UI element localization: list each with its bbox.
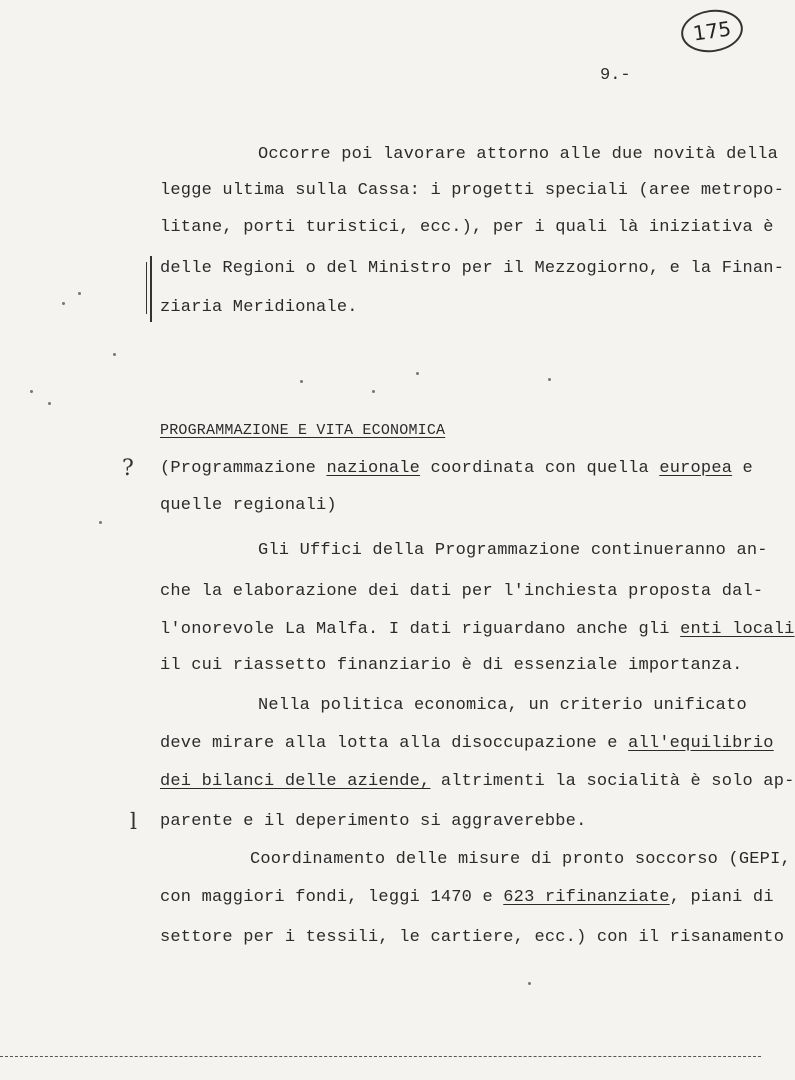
para2-line4: il cui riassetto finanziario è di essenziale importanza.: [160, 656, 743, 675]
margin-bar-left-inner: [146, 262, 147, 314]
para3-line2: [160, 734, 774, 753]
para1-line2: legge ultima sulla Cassa: i progetti speciali (aree metropo-: [160, 181, 785, 200]
para4-line3: settore per i tessili, le cartiere, ecc.) con il risanamento: [160, 928, 785, 947]
margin-bar-left: [150, 256, 152, 322]
stamp-number: 175: [691, 16, 733, 46]
para1-line5: ziaria Meridionale.: [160, 298, 358, 317]
para3-line3-text: altrimenti la socialità è solo ap-: [430, 772, 795, 791]
speck: [416, 372, 419, 375]
para2-enti-locali: enti locali: [680, 620, 795, 639]
subtitle-europea: europea: [659, 459, 733, 478]
section-title: PROGRAMMAZIONE E VITA ECONOMICA: [160, 422, 446, 439]
margin-bracket-mark: l: [130, 810, 138, 835]
subtitle-open: (Programmazione: [160, 459, 327, 478]
speck: [99, 521, 102, 524]
para3-line3: [160, 772, 795, 791]
para4-line2-text: con maggiori fondi, leggi 1470 e: [160, 888, 504, 907]
para1-line4: delle Regioni o del Ministro per il Mezzogiorno, e la Finan-: [160, 259, 785, 278]
speck: [30, 390, 33, 393]
speck: [48, 402, 51, 405]
para3-line2-text: deve mirare alla lotta alla disoccupazione e: [160, 734, 629, 753]
section-subtitle-line2: quelle regionali): [160, 496, 337, 515]
bottom-edge-rule: [0, 1056, 761, 1057]
para3-bilanci: dei bilanci delle aziende,: [160, 772, 431, 791]
para2-line3: [160, 620, 795, 639]
speck: [300, 380, 303, 383]
para1-line1: Occorre poi lavorare attorno alle due novità della: [258, 145, 779, 164]
para4-623-rifinanziate: 623 rifinanziate: [503, 888, 670, 907]
para3-line1: Nella politica economica, un criterio unificato: [258, 696, 747, 715]
speck: [548, 378, 551, 381]
para3-equilibrio: all'equilibrio: [628, 734, 774, 753]
para4-line2-end: , piani di: [669, 888, 774, 907]
page-number: 9.-: [600, 66, 631, 85]
para4-line1: Coordinamento delle misure di pronto soccorso (GEPI,: [250, 850, 791, 869]
para2-line1: Gli Uffici della Programmazione continueranno an-: [258, 541, 768, 560]
speck: [372, 390, 375, 393]
archive-stamp: [678, 6, 745, 56]
para2-line2: che la elaborazione dei dati per l'inchiesta proposta dal-: [160, 582, 764, 601]
speck: [113, 353, 116, 356]
section-subtitle: [160, 459, 753, 478]
speck: [62, 302, 65, 305]
para3-line4: parente e il deperimento si aggraverebbe.: [160, 812, 587, 831]
speck: [528, 982, 531, 985]
subtitle-mid: coordinata con quella: [420, 459, 660, 478]
speck: [78, 292, 81, 295]
subtitle-end: e: [732, 459, 753, 478]
para4-line2: [160, 888, 774, 907]
subtitle-nazionale: nazionale: [326, 459, 421, 478]
para1-line3: litane, porti turistici, ecc.), per i quali là iniziativa è: [160, 218, 774, 237]
margin-question-mark: ?: [122, 456, 134, 481]
para2-line3-text: l'onorevole La Malfa. I dati riguardano anche gli: [160, 620, 681, 639]
